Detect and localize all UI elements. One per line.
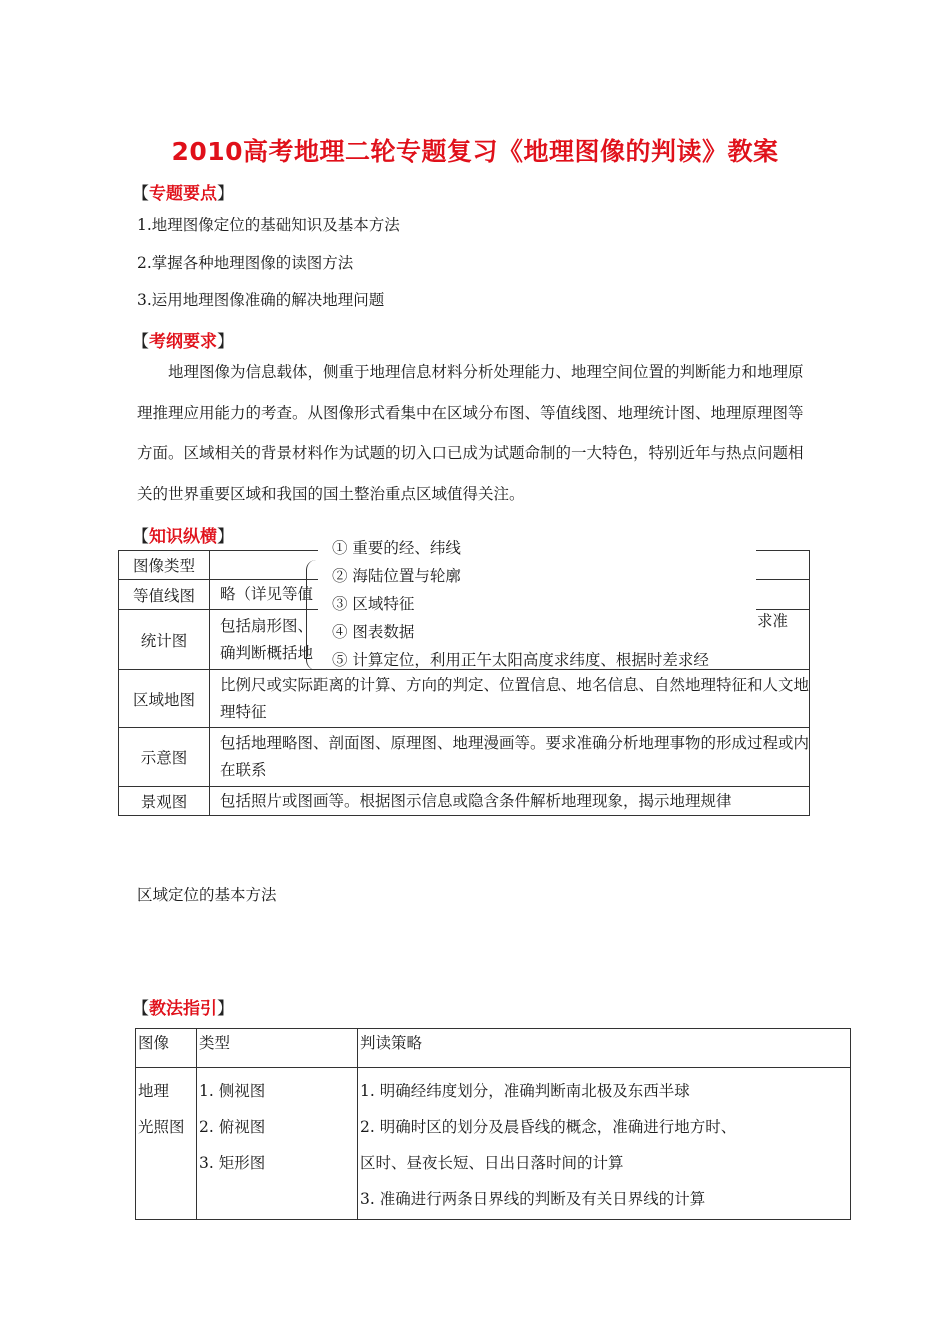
strategy-cell: [358, 1068, 851, 1220]
image-cell: [136, 1068, 197, 1220]
table-row: [119, 670, 810, 728]
image-desc-cell: 略（详见等值: [210, 580, 810, 610]
key-point-item: 2.掌握各种地理图像的读图方法: [137, 254, 354, 272]
section-teaching: 【教法指引】: [132, 999, 234, 1019]
section-key-points-label: 专题要点: [149, 184, 217, 204]
exam-paragraph: 地理图像为信息载体，侧重于地理信息材料分析处理能力、地理空间位置的判断能力和地理原理推理应用能力的考查。从图像形式看集中在区域分布图、等值线图、地理统计图、地理原理图等方面。区域相关的背景材料作为试题的切入口已成为试题命制的一大特色，特别近年与热点问题相关的世界重要区域和我国的国土整治重点区域值得关注。: [137, 363, 804, 504]
table-row: [119, 728, 810, 787]
header-image: 图像: [136, 1029, 197, 1068]
image-type-cell: 示意图: [119, 728, 210, 787]
overlay-item: ④ 图表数据: [332, 623, 415, 641]
section-exam-requirements: 【考纲要求】: [132, 332, 234, 352]
section-knowledge: 【知识纵横】: [132, 527, 234, 547]
overlay-item: ③ 区域特征: [332, 595, 415, 613]
type-item: 1. 侧视图: [199, 1082, 266, 1100]
locate-method-text: 区域定位的基本方法: [137, 886, 277, 904]
type-cell: [197, 1068, 358, 1220]
table-header-row: [136, 1029, 851, 1068]
table-row: [136, 1068, 851, 1220]
section-exam-requirements-label: 考纲要求: [149, 332, 217, 352]
overlay-textbox: [318, 534, 756, 668]
image-desc-cell: 比例尺或实际距离的计算、方向的判定、位置信息、地名信息、自然地理特征和人文地理特征: [210, 670, 810, 728]
strategy-item: 2. 明确时区的划分及晨昏线的概念，准确进行地方时、: [360, 1118, 737, 1136]
key-point-item: 3.运用地理图像准确的解决地理问题: [137, 291, 385, 309]
image-desc-cell: 包括照片或图画等。根据图示信息或隐含条件解析地理现象，揭示地理规律: [210, 787, 810, 816]
image-type-cell: 景观图: [119, 787, 210, 816]
document-title: 2010高考地理二轮专题复习《地理图像的判读》教案: [171, 137, 779, 166]
strategy-item: 区时、昼夜长短、日出日落时间的计算: [360, 1154, 624, 1172]
header-strategy: 判读策略: [358, 1029, 851, 1068]
image-cell-line: 地理: [138, 1082, 170, 1100]
image-cell-line: 光照图: [138, 1118, 185, 1136]
overlay-item: ① 重要的经、纬线: [332, 539, 461, 557]
table-row: [119, 787, 810, 816]
section-key-points: 【专题要点】: [132, 184, 234, 204]
section-knowledge-label: 知识纵横: [149, 527, 217, 547]
image-desc-cell: 包括地理略图、剖面图、原理图、地理漫画等。要求准确分析地理事物的形成过程或内在联系: [210, 728, 810, 787]
overlay-item: ② 海陆位置与轮廓: [332, 567, 461, 585]
overlay-item: ⑤ 计算定位，利用正午太阳高度求纬度、根据时差求经: [332, 651, 709, 668]
strategy-item: 1. 明确经纬度划分，准确判断南北极及东西半球: [360, 1082, 690, 1100]
image-type-cell: 等值线图: [119, 580, 210, 610]
type-item: 3. 矩形图: [199, 1154, 266, 1172]
image-type-cell: 图像类型: [119, 551, 210, 580]
type-item: 2. 俯视图: [199, 1118, 266, 1136]
section-teaching-label: 教法指引: [149, 999, 217, 1019]
teaching-table: [135, 1028, 851, 1220]
image-type-cell: 统计图: [119, 610, 210, 670]
header-type: 类型: [197, 1029, 358, 1068]
key-point-item: 1.地理图像定位的基础知识及基本方法: [137, 216, 400, 234]
strategy-item: 3. 准确进行两条日界线的判断及有关日界线的计算: [360, 1190, 706, 1208]
image-desc-cell: 包括扇形图、 确判断概括地: [210, 610, 810, 670]
image-type-cell: 区域地图: [119, 670, 210, 728]
overflow-text: 求准: [757, 612, 789, 630]
